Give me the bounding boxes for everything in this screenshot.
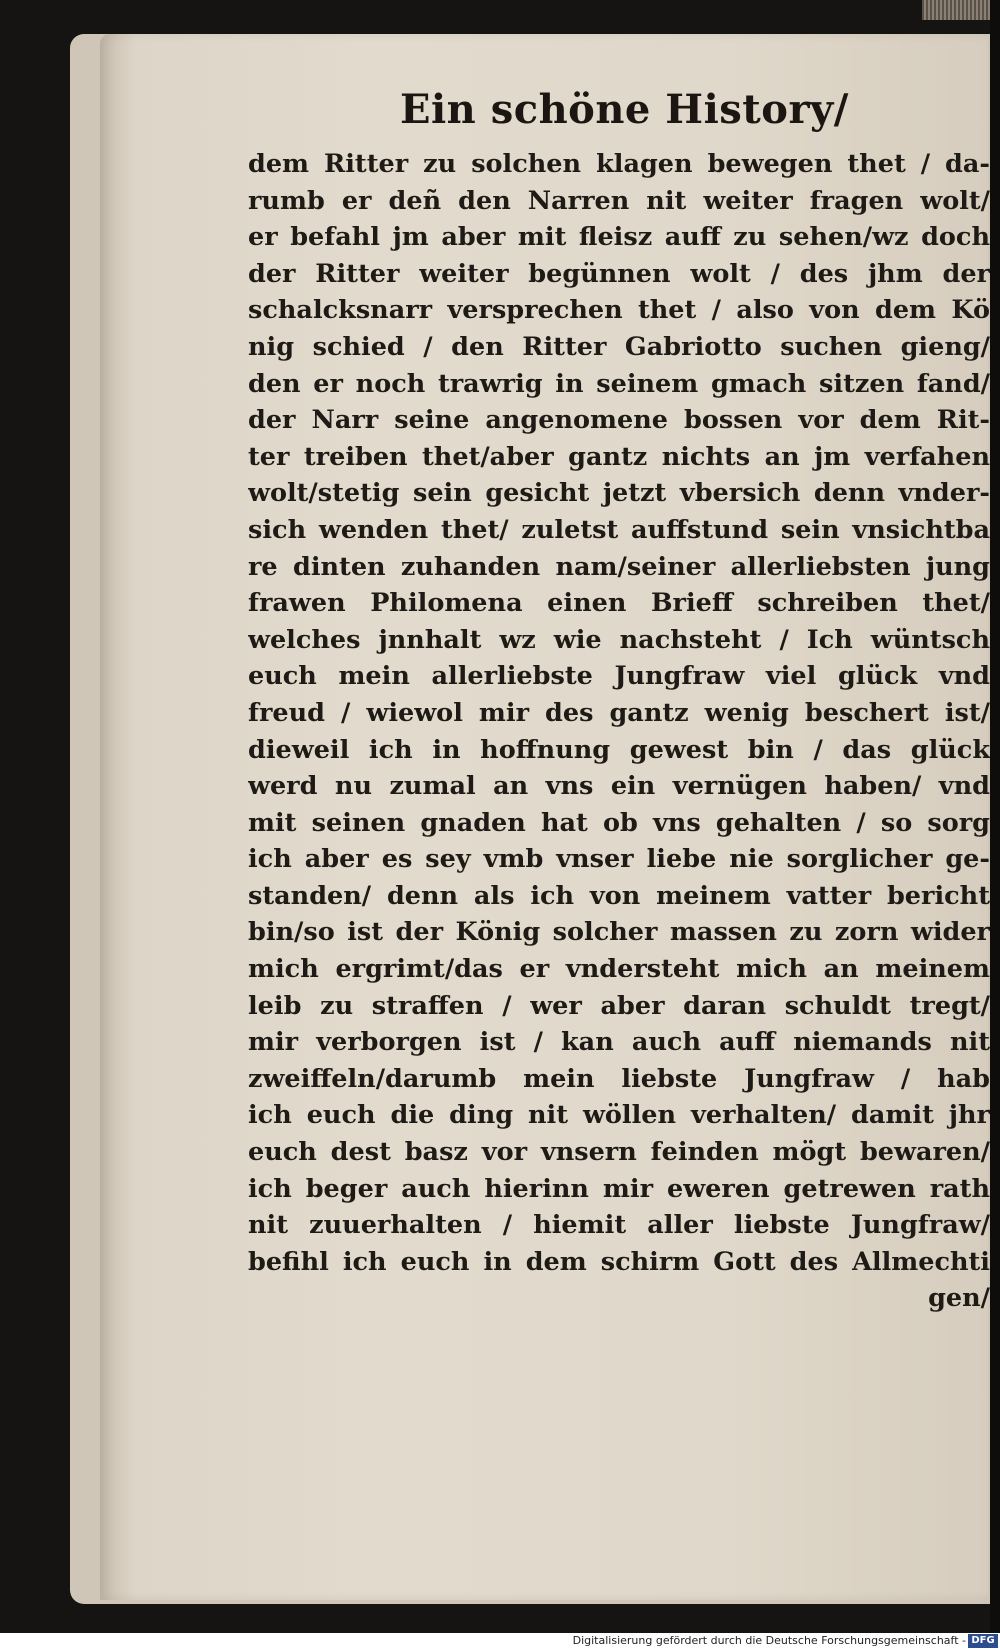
text-line: ich beger auch hierinn mir eweren getrewen rath bbox=[248, 1173, 990, 1204]
text-line: er befahl jm aber mit fleisz auff zu sehen/wz doch bbox=[248, 222, 990, 253]
text-line: rumb er deñ den Narren nit weiter fragen wolt/ bbox=[248, 185, 990, 216]
text-line: nig schied / den Ritter Gabriotto suchen gieng/ bbox=[248, 331, 990, 362]
text-line: befihl ich euch in dem schirm Gott des Allmechti bbox=[248, 1246, 990, 1277]
footer-credit: Digitalisierung gefördert durch die Deutsche Forschungsgemeinschaft - bbox=[572, 1634, 966, 1647]
text-line: frawen Philomena einen Brieff schreiben thet/ bbox=[248, 588, 990, 619]
text-line: leib zu straffen / wer aber daran schuldt tregt/ bbox=[248, 990, 990, 1021]
text-line: euch mein allerliebste Jungfraw viel glück vnd bbox=[248, 661, 990, 692]
text-line: zweiffeln/darumb mein liebste Jungfraw / hab bbox=[248, 1063, 990, 1094]
text-line: standen/ denn als ich von meinem vatter bericht bbox=[248, 880, 990, 911]
text-line: re dinten zuhanden nam/seiner allerliebsten jung bbox=[248, 551, 990, 582]
text-line: euch dest basz vor vnsern feinden mögt bewaren/ bbox=[248, 1137, 990, 1168]
text-line: mir verborgen ist / kan auch auff niemands nit bbox=[248, 1027, 990, 1058]
text-line: ich euch die ding nit wöllen verhalten/ damit jhr bbox=[248, 1100, 990, 1131]
text-line-last: gen/ bbox=[928, 1283, 990, 1314]
fore-edge bbox=[922, 0, 1000, 20]
text-line: werd nu zumal an vns ein vernügen haben/ vnd bbox=[248, 771, 990, 802]
running-head: Ein schöne History/ bbox=[400, 86, 849, 133]
text-line: den er noch trawrig in seinem gmach sitzen fand/ bbox=[248, 368, 990, 399]
text-line: sich wenden thet/ zuletst auffstund sein vnsichtba bbox=[248, 514, 990, 545]
text-line: ich aber es sey vmb vnser liebe nie sorglicher ge- bbox=[248, 844, 990, 875]
text-line: schalcksnarr versprechen thet / also von dem Kö bbox=[248, 295, 990, 326]
text-line: dieweil ich in hoffnung gewest bin / das glück bbox=[248, 734, 990, 765]
text-line: mich ergrimt/das er vndersteht mich an meinem bbox=[248, 954, 990, 985]
text-line: bin/so ist der König solcher massen zu zorn wider bbox=[248, 917, 990, 948]
text-line: ter treiben thet/aber gantz nichts an jm verfahen bbox=[248, 441, 990, 472]
text-block bbox=[248, 146, 990, 1317]
footer-bar bbox=[0, 1633, 1000, 1649]
text-line: nit zuuerhalten / hiemit aller liebste Jungfraw/ bbox=[248, 1210, 990, 1241]
text-line: welches jnnhalt wz wie nachsteht / Ich wüntsch bbox=[248, 624, 990, 655]
text-line: mit seinen gnaden hat ob vns gehalten / so sorg bbox=[248, 807, 990, 838]
right-edge bbox=[990, 0, 1000, 1649]
dfg-logo: DFG bbox=[968, 1634, 998, 1648]
text-line: wolt/stetig sein gesicht jetzt vbersich denn vnder- bbox=[248, 478, 990, 509]
text-line: freud / wiewol mir des gantz wenig beschert ist/ bbox=[248, 697, 990, 728]
text-line: der Narr seine angenomene bossen vor dem Rit- bbox=[248, 405, 990, 436]
text-line: der Ritter weiter begünnen wolt / des jhm der bbox=[248, 258, 990, 289]
text-line: dem Ritter zu solchen klagen bewegen thet / da- bbox=[248, 149, 990, 179]
